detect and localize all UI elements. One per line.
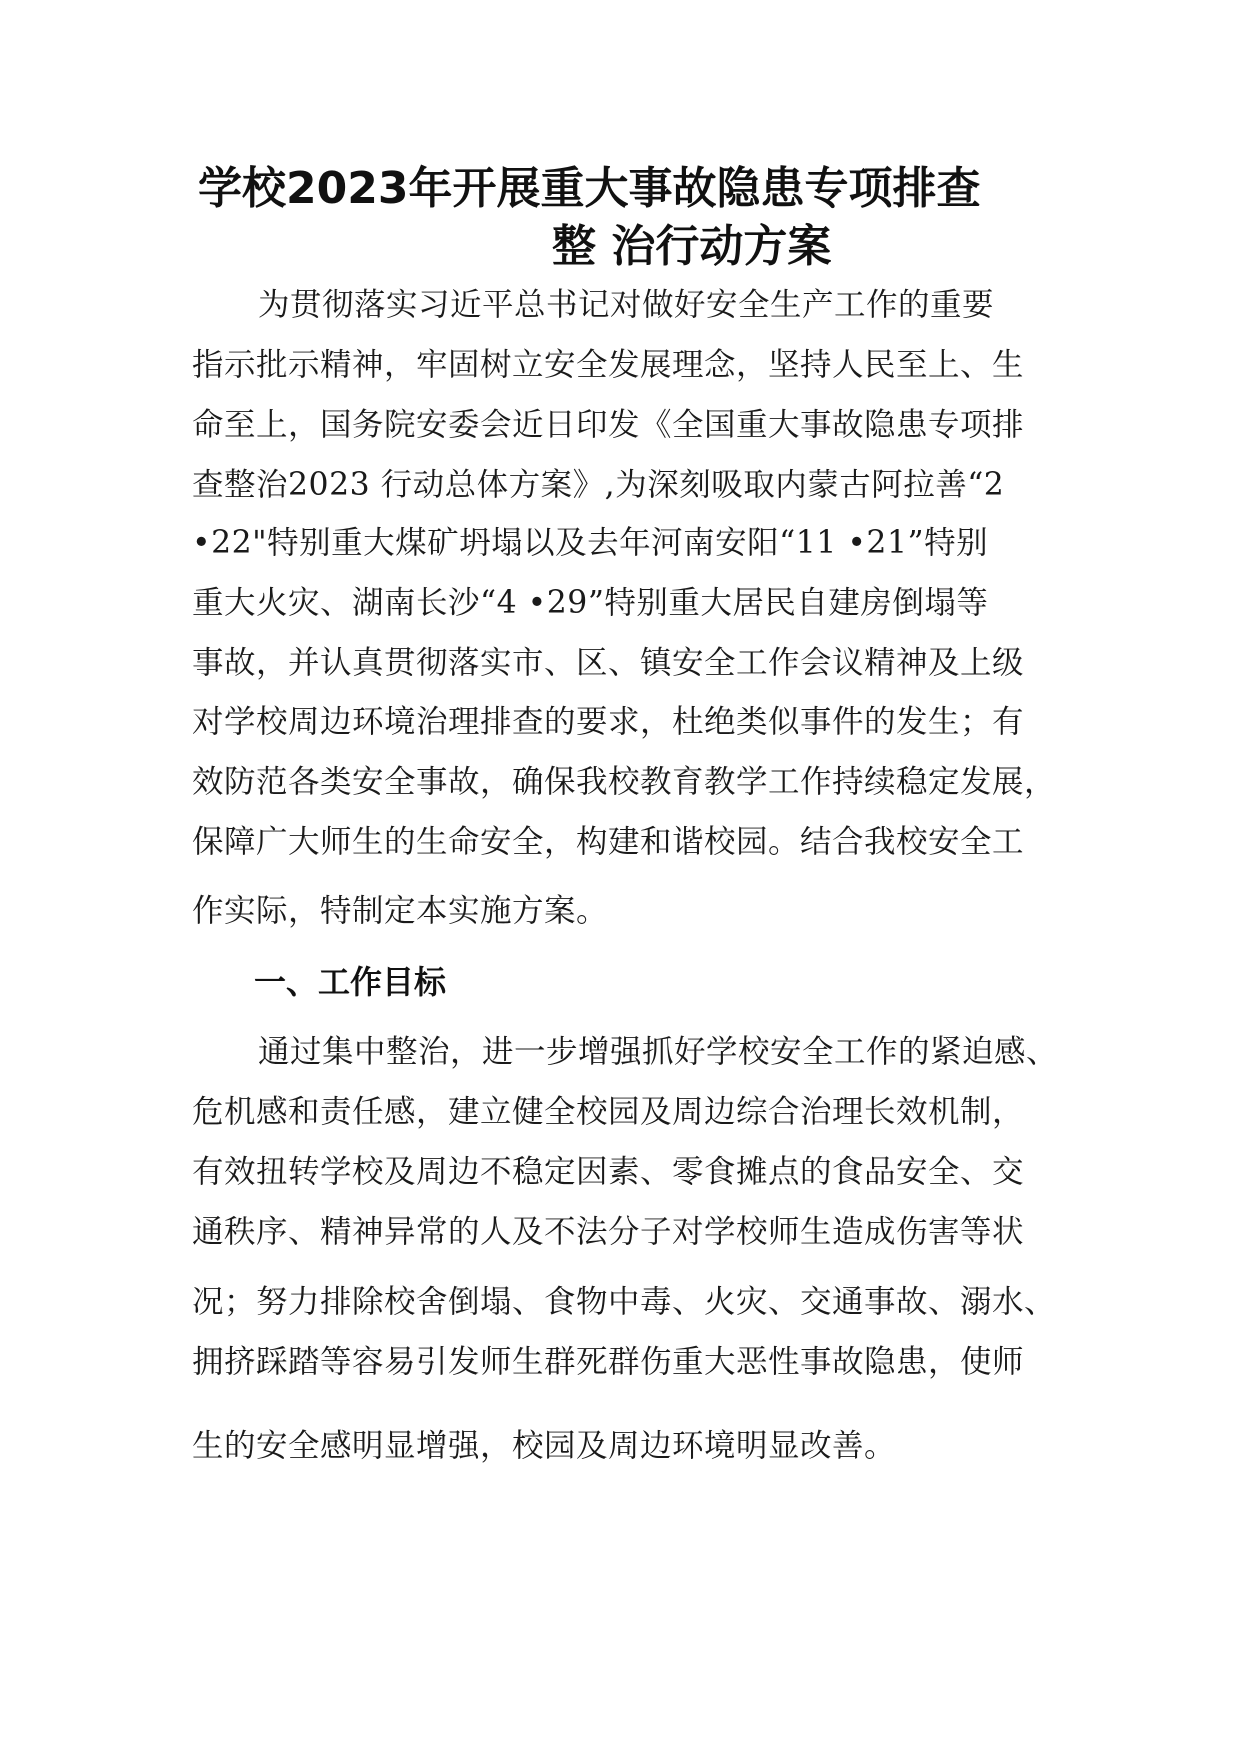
intro-line: 保障广大师生的生命安全，构建和谐校园。结合我校安全工 bbox=[192, 824, 1025, 860]
document-title-line-2: 整 治行动方案 bbox=[552, 221, 832, 272]
section-1-line: 通过集中整治，进一步增强抓好学校安全工作的紧迫感、 bbox=[258, 1034, 1059, 1070]
section-heading-work-goals: 一、工作目标 bbox=[254, 963, 447, 1001]
intro-line: 指示批示精神，牢固树立安全发展理念，坚持人民至上、生 bbox=[192, 347, 1025, 383]
intro-line: 作实际，特制定本实施方案。 bbox=[192, 893, 609, 929]
intro-line: 对学校周边环境治理排查的要求，杜绝类似事件的发生；有 bbox=[192, 704, 1025, 740]
intro-line: 查整治2023 行动总体方案》,为深刻吸取内蒙古阿拉善“2 bbox=[192, 467, 1005, 503]
intro-line: 事故，并认真贯彻落实市、区、镇安全工作会议精神及上级 bbox=[192, 645, 1025, 681]
intro-line: 效防范各类安全事故，确保我校教育教学工作持续稳定发展， bbox=[192, 764, 1057, 800]
intro-line: 重大火灾、湖南长沙“4 •29”特别重大居民自建房倒塌等 bbox=[192, 585, 989, 621]
document-title-line-1: 学校2023年开展重大事故隐患专项排查 bbox=[198, 163, 981, 214]
intro-line: 命至上，国务院安委会近日印发《全国重大事故隐患专项排 bbox=[192, 407, 1025, 443]
section-1-line: 生的安全感明显增强，校园及周边环境明显改善。 bbox=[192, 1428, 897, 1464]
section-1-line: 拥挤踩踏等容易引发师生群死群伤重大恶性事故隐患，使师 bbox=[192, 1344, 1025, 1380]
section-1-line: 危机感和责任感，建立健全校园及周边综合治理长效机制， bbox=[192, 1094, 1025, 1130]
intro-line: 为贯彻落实习近平总书记对做好安全生产工作的重要 bbox=[258, 287, 995, 323]
section-1-line: 通秩序、精神异常的人及不法分子对学校师生造成伤害等状 bbox=[192, 1214, 1025, 1250]
section-1-line: 况；努力排除校舍倒塌、食物中毒、火灾、交通事故、溺水、 bbox=[192, 1284, 1057, 1320]
intro-line: •22"特别重大煤矿坍塌以及去年河南安阳“11 •21”特别 bbox=[192, 525, 989, 561]
section-1-line: 有效扭转学校及周边不稳定因素、零食摊点的食品安全、交 bbox=[192, 1154, 1025, 1190]
